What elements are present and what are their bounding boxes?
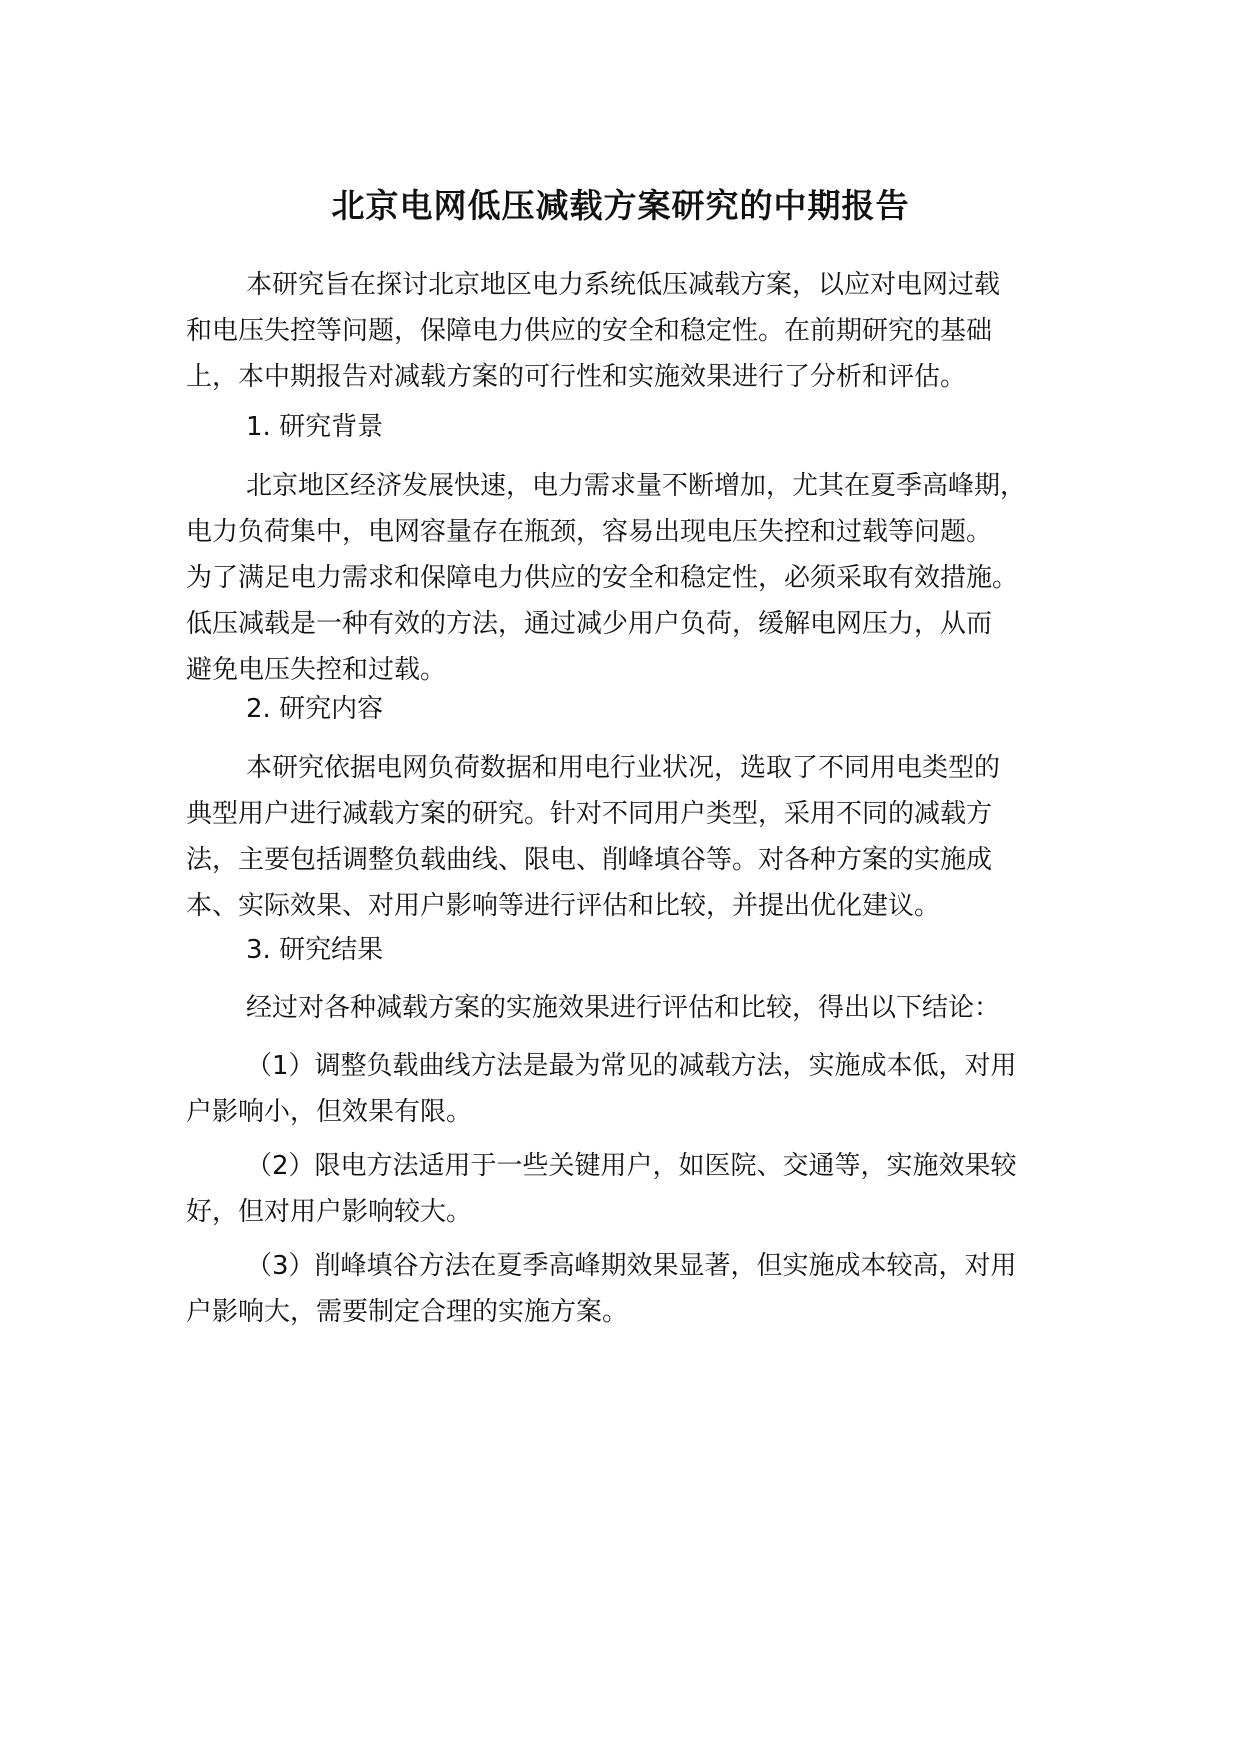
background-paragraph [186, 463, 1066, 693]
section-heading-results [186, 927, 1066, 973]
result-item-1 [186, 1043, 1066, 1135]
document-title: 北京电网低压减载方案研究的中期报告 [331, 186, 910, 225]
results-intro [186, 985, 1066, 1031]
text-line: （3）削峰填谷方法在夏季高峰期效果显著，但实施成本较高，对用 [246, 1251, 1017, 1281]
text-line: 经过对各种减载方案的实施效果进行评估和比较，得出以下结论： [246, 993, 1001, 1023]
text-line: 本研究依据电网负荷数据和用电行业状况，选取了不同用电类型的 [246, 753, 1001, 783]
text-line: 电力负荷集中，电网容量存在瓶颈，容易出现电压失控和过载等问题。 [186, 517, 993, 547]
section-heading: 2. 研究内容 [246, 694, 384, 724]
text-line: 避免电压失控和过载。 [186, 655, 447, 685]
text-line: 本、实际效果、对用户影响等进行评估和比较，并提出优化建议。 [186, 891, 941, 921]
text-line: 户影响大，需要制定合理的实施方案。 [186, 1297, 629, 1327]
text-line: 上，本中期报告对减载方案的可行性和实施效果进行了分析和评估。 [186, 362, 967, 392]
text-line: 典型用户进行减载方案的研究。针对不同用户类型，采用不同的减载方 [186, 799, 993, 829]
text-line: 和电压失控等问题，保障电力供应的安全和稳定性。在前期研究的基础 [186, 316, 993, 346]
section-heading-content [186, 686, 1066, 732]
content-paragraph [186, 745, 1066, 929]
text-line: 北京地区经济发展快速，电力需求量不断增加，尤其在夏季高峰期， [246, 471, 1027, 501]
text-line: 户影响小，但效果有限。 [186, 1097, 473, 1127]
text-line: 好，但对用户影响较大。 [186, 1197, 473, 1227]
text-line: （2）限电方法适用于一些关键用户，如医院、交通等，实施效果较 [246, 1151, 1017, 1181]
intro-paragraph [186, 262, 1066, 400]
text-line: 低压减载是一种有效的方法，通过减少用户负荷，缓解电网压力，从而 [186, 609, 993, 639]
section-heading: 1. 研究背景 [246, 412, 384, 442]
section-heading-background [186, 404, 1066, 450]
text-line: （1）调整负载曲线方法是最为常见的减载方法，实施成本低，对用 [246, 1051, 1017, 1081]
section-heading: 3. 研究结果 [246, 935, 384, 965]
result-item-3 [186, 1243, 1066, 1335]
text-line: 本研究旨在探讨北京地区电力系统低压减载方案，以应对电网过载 [246, 270, 1001, 300]
text-line: 为了满足电力需求和保障电力供应的安全和稳定性，必须采取有效措施。 [186, 563, 1019, 593]
result-item-2 [186, 1143, 1066, 1235]
text-line: 法，主要包括调整负载曲线、限电、削峰填谷等。对各种方案的实施成 [186, 845, 993, 875]
